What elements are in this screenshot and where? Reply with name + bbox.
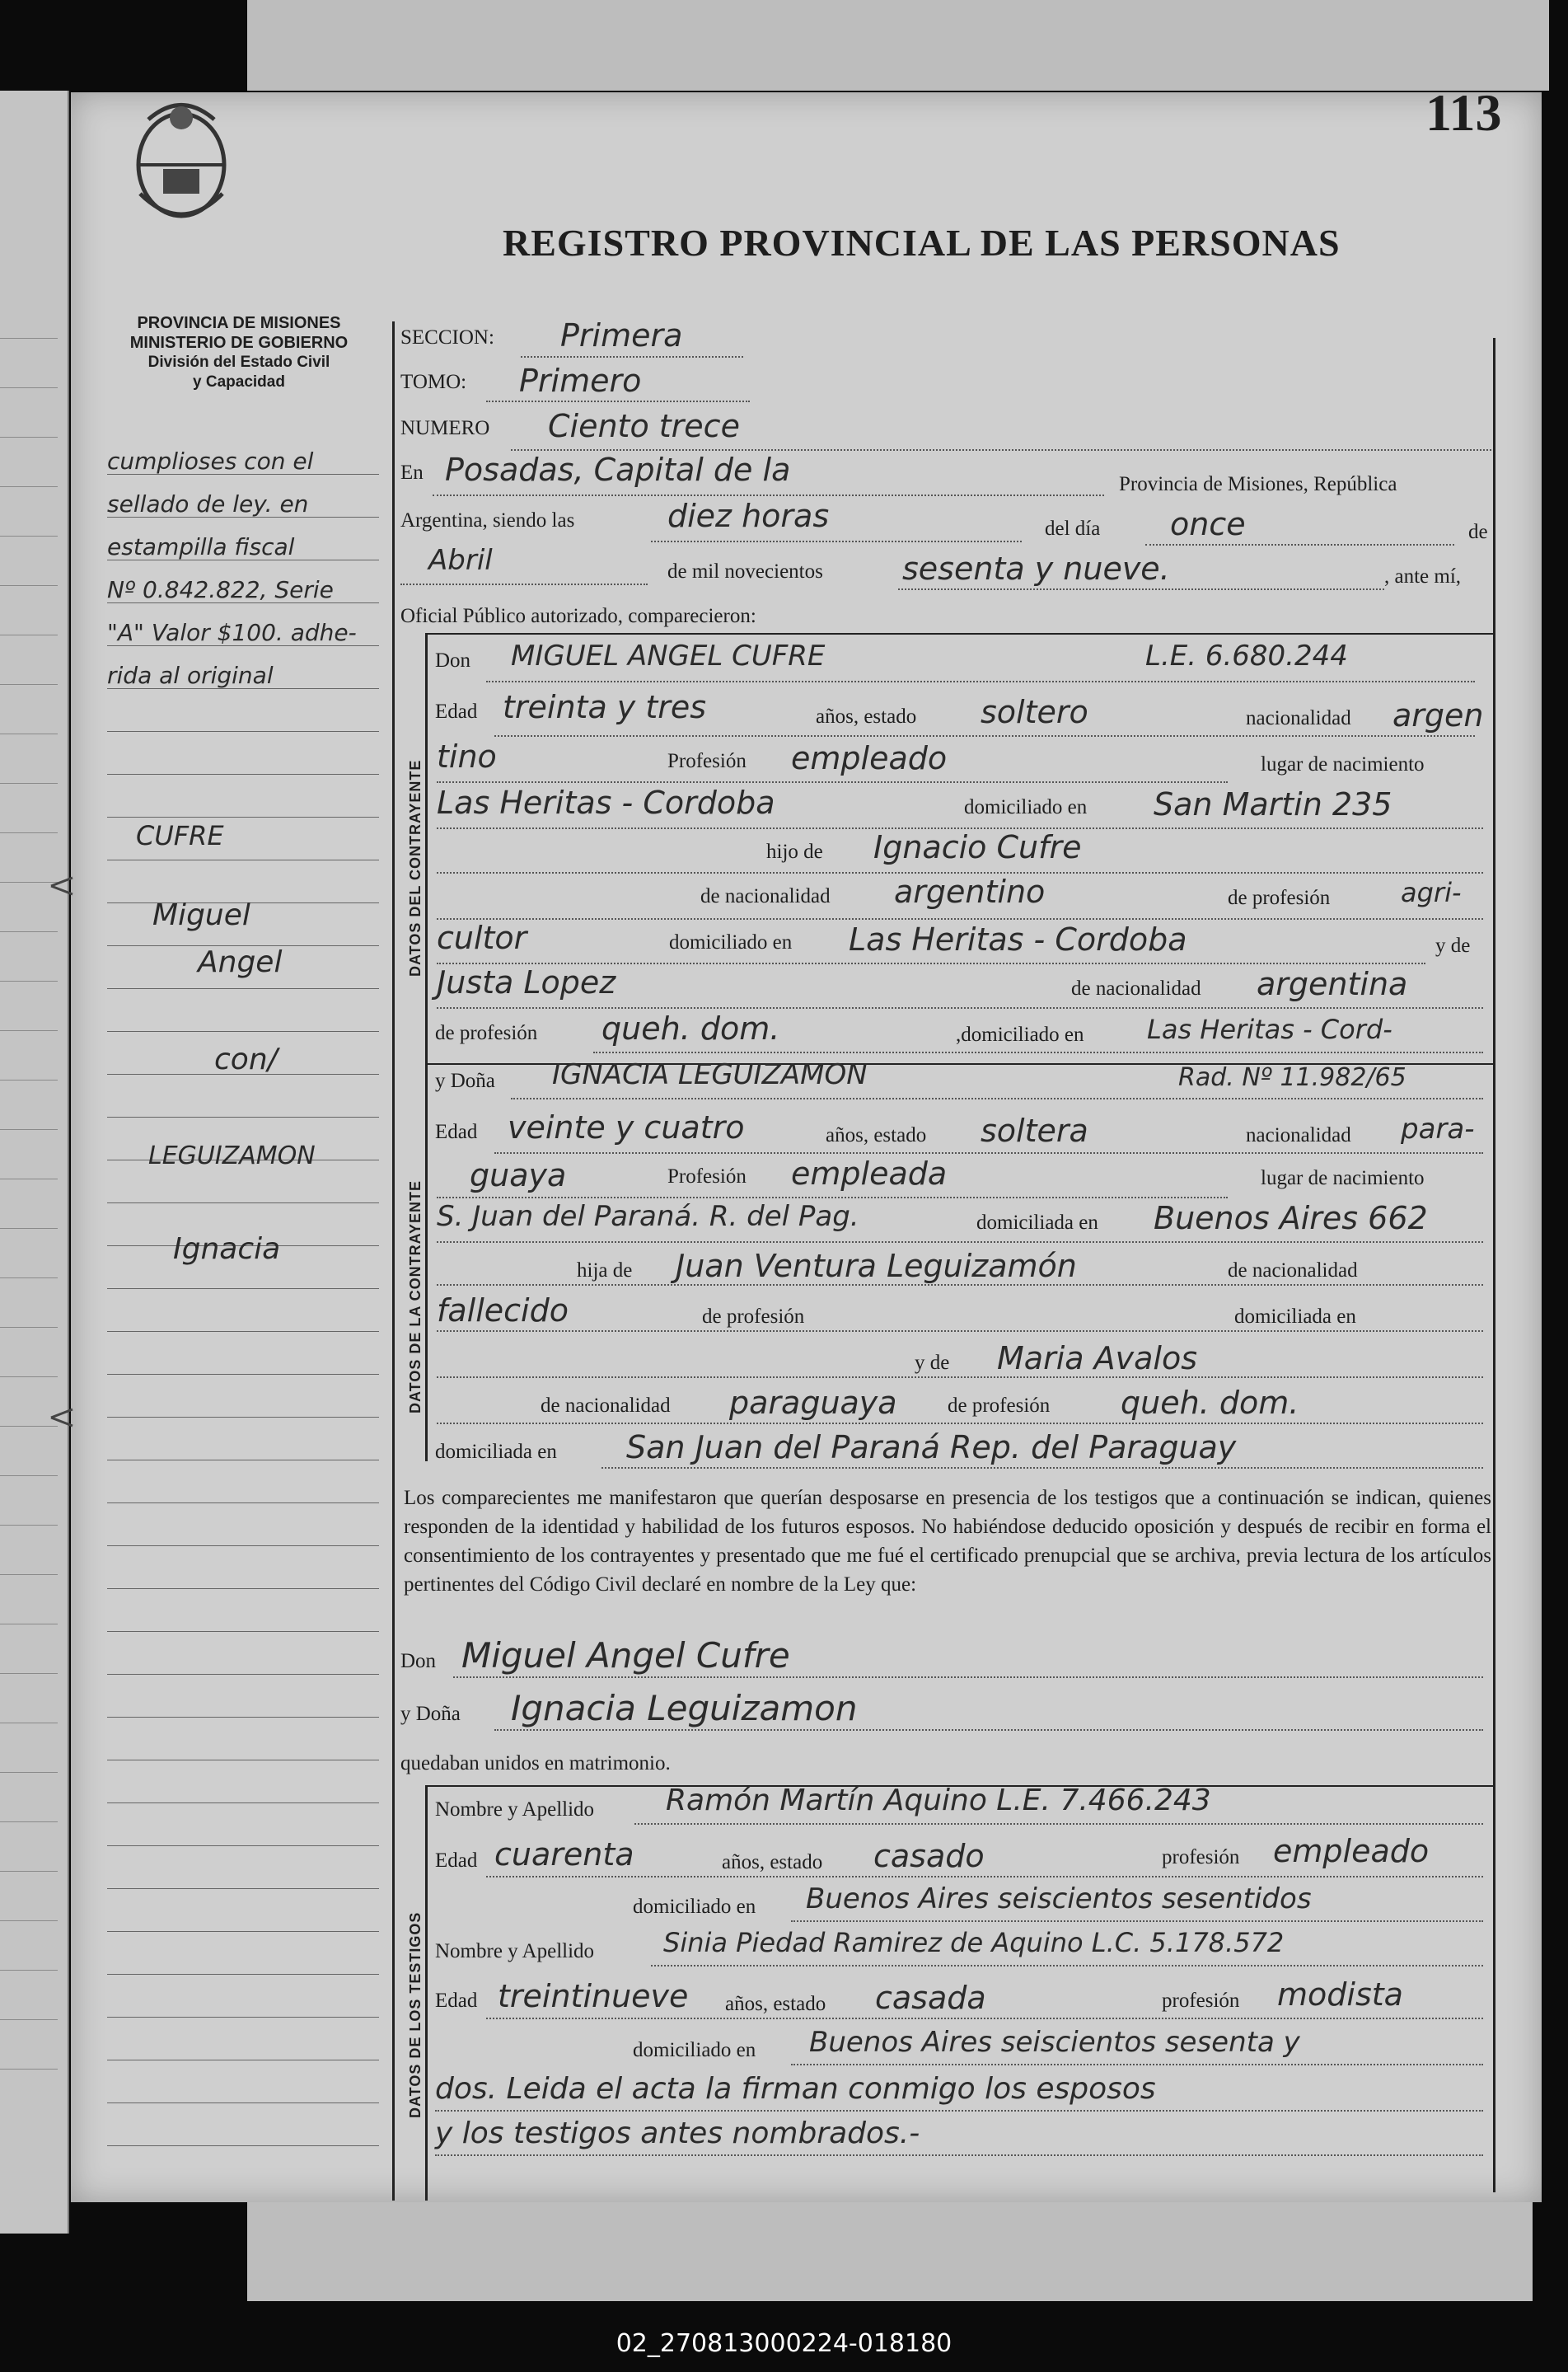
en-value: Posadas, Capital de la [445,452,791,488]
testigos-side-label: DATOS DE LOS TESTIGOS [407,1911,424,2118]
margin-note-line: sellado de ley. en [107,490,309,518]
edad-label: Edad [435,701,478,723]
dia-value: once [1170,506,1246,542]
t2-estado: casada [875,1980,986,2016]
header-line-3: División del Estado Civil [147,354,330,371]
oficial-text: Oficial Público autorizado, comparecieron: [400,605,756,627]
seccion-row [400,326,494,349]
fill-line [437,1197,1228,1198]
margin-surname-2: LEGUIZAMON [148,1141,316,1170]
fill-line [511,449,1491,451]
declaration-paragraph: Los comparecientes me manifestaron que querían desposarse en presencia de los testigos que a continuación se indican, quienes responden de la identidad y habilidad de los futuros esposos. No habiéndose deducido oposición y después de recibir en forma el consentimiento de los contrayentes y presentado que me fué el certificado prenupcial que se archiva, previa lectura de los artículos pertinentes del Código Civil declaré en nombre de la Ley que: [404,1487,1491,1596]
fill-line [437,1376,1483,1378]
margin-note-line: estampilla fiscal [107,533,295,560]
decl-don-label: Don [400,1650,437,1672]
t1-edad-label: Edad [435,1849,478,1872]
box-left-line [425,633,428,1461]
decl-dona-value: Ignacia Leguizamon [511,1688,858,1728]
fill-line [435,2110,1483,2112]
fill-line [400,584,648,585]
tomo-row [400,371,466,394]
t2-anios-label: años, estado [725,1993,826,2015]
fill-line [437,918,1483,920]
anio-value: sesenta y nueve. [902,551,1170,587]
y-de-label: y de [1435,935,1471,957]
box-left-line-2 [425,1785,428,2201]
contrayente-lugar: Las Heritas - Cordoba [437,785,775,821]
fill-line [791,1920,1483,1922]
de-label: de [1468,521,1488,543]
contrayenta-madre-dom: San Juan del Paraná Rep. del Paraguay [626,1429,1237,1465]
y-de-label-2: y de [915,1352,950,1374]
fill-line [494,1152,1483,1154]
margin-divider [392,321,395,2201]
contrayente-edad: treinta y tres [503,689,707,725]
t1-prof: empleado [1273,1833,1430,1869]
left-page-edge [0,91,69,2234]
nac-label: nacionalidad [1246,707,1351,729]
fill-line [453,1676,1483,1678]
tomo-label: TOMO: [400,371,467,393]
fill-line [437,1330,1483,1332]
t2-nombre-label: Nombre y Apellido [435,1940,595,1962]
contrayente-nac-b: tino [437,738,497,775]
fill-line [511,1098,1483,1099]
contrayenta-side-label: DATOS DE LA CONTRAYENTE [407,1179,424,1413]
lugar-label: lugar de nacimiento [1261,753,1425,776]
contrayente-estado: soltero [981,694,1088,730]
t1-dom: Buenos Aires seiscientos sesentidos [806,1882,1312,1915]
t2-name: Sinia Piedad Ramirez de Aquino L.C. 5.178.572 [663,1927,1285,1958]
dom-label: domiciliado en [964,796,1088,818]
background-sheet-top [247,0,1549,91]
madre-name: Justa Lopez [437,964,616,1001]
margin-given-name-2: Ignacia [173,1232,281,1266]
ante-label: , ante mí, [1384,565,1462,588]
prof-label: Profesión [667,750,747,772]
dom-label-2: domiciliada en [976,1212,1098,1234]
binding-stitch-icon [49,1405,74,1430]
contrayenta-padre: Juan Ventura Leguizamón [676,1248,1077,1284]
madre-prof-label: de profesión [435,1022,538,1044]
en-row [400,462,424,485]
contrayenta-madre-prof: queh. dom. [1121,1385,1299,1421]
padre-dom-label-2: domiciliada en [1234,1306,1356,1328]
tomo-value: Primero [519,363,642,399]
fill-line [437,1284,1483,1286]
fill-line [651,541,1022,542]
header-line-1: PROVINCIA DE MISIONES [137,314,341,332]
numero-row [400,417,489,440]
argentina-text: Argentina, siendo las [400,509,575,532]
binding-stitch-icon [49,874,74,898]
madre-prof: queh. dom. [601,1010,780,1047]
provincia-text: Provincia de Misiones, República [1119,473,1397,495]
madre-dom-label-2: domiciliada en [435,1441,557,1463]
mes-value: Abril [428,544,493,577]
fill-line [601,1467,1483,1469]
t2-continuation-2: y los testigos antes nombrados.- [435,2117,920,2150]
background-sheet-bottom [247,2202,1533,2301]
header-line-4: y Capacidad [193,373,285,391]
mil-label: de mil novecientos [667,560,823,583]
contrayente-domicilio: San Martin 235 [1154,786,1392,823]
page-title: REGISTRO PROVINCIAL DE LAS PERSONAS [503,222,1341,264]
contrayenta-edad: veinte y cuatro [508,1109,745,1146]
padre-estado: fallecido [437,1292,569,1329]
madre-nac-label-2: de nacionalidad [541,1395,671,1417]
page-number: 113 [1425,83,1502,142]
contrayente-nac-a: argen [1392,697,1484,734]
margin-conjunction: con/ [214,1043,278,1076]
anios-label-2: años, estado [826,1124,927,1146]
numero-label: NUMERO [400,417,490,439]
madre-prof-label-2: de profesión [948,1395,1051,1417]
del-dia-label: del día [1045,518,1101,540]
fill-line [435,2154,1483,2156]
decl-closing: quedaban unidos en matrimonio. [400,1752,671,1774]
prof-label-2: Profesión [667,1165,747,1188]
padre-dom: Las Heritas - Cordoba [849,921,1187,958]
margin-given-name-1b: Angel [198,945,283,979]
madre-dom-label: ,domiciliado en [956,1024,1084,1046]
padre-prof-a: agri- [1401,877,1462,908]
t1-prof-label: profesión [1162,1846,1240,1868]
t1-name: Ramón Martín Aquino L.E. 7.466.243 [666,1784,1211,1817]
margin-note-line: "A" Valor $100. adhe- [107,619,357,646]
fill-line [651,1965,1483,1967]
t1-anios-label: años, estado [722,1851,823,1873]
seccion-value: Primera [560,317,683,354]
t2-dom-label: domiciliado en [633,2039,756,2061]
coat-of-arms-icon [124,95,239,227]
de-prof-label-2: de profesión [702,1306,805,1328]
seccion-label: SECCION: [400,326,494,349]
margin-given-name-1a: Miguel [152,898,250,932]
don-label: Don [435,649,471,672]
de-prof-label: de profesión [1228,887,1331,909]
fill-line [1145,544,1454,546]
anios-label: años, estado [816,706,917,728]
margin-note-line: cumplioses con el [107,448,314,475]
edad-label-2: Edad [435,1121,478,1143]
right-border [1493,338,1495,2192]
margin-note-line: rida al original [107,662,274,689]
fill-line [486,681,1475,682]
fill-line [486,1876,1483,1877]
fill-line [433,495,1104,496]
contrayenta-nac-a: para- [1401,1113,1475,1146]
margin-surname-1: CUFRE [136,820,224,851]
t1-dom-label: domiciliado en [633,1896,756,1918]
contrayenta-estado: soltera [981,1113,1088,1149]
hijo-label: hijo de [766,841,823,863]
contrayenta-domicilio: Buenos Aires 662 [1154,1200,1428,1236]
fill-line [486,2018,1483,2019]
numero-value: Ciento trece [548,408,740,444]
hora-value: diez horas [667,498,830,534]
fill-line [494,1729,1483,1731]
t2-edad-label: Edad [435,1990,478,2012]
contrayenta-nac-b: guaya [470,1157,567,1193]
t2-dom: Buenos Aires seiscientos sesenta y [809,2026,1300,2059]
lugar-label-2: lugar de nacimiento [1261,1167,1425,1189]
issuer-header [91,313,387,392]
contrayente-doc: L.E. 6.680.244 [1145,640,1348,673]
fill-line [437,1423,1483,1424]
dona-label: y Doña [435,1070,495,1092]
image-identifier: 02_270813000224-018180 [615,2329,953,2358]
contrayente-side-label: DATOS DEL CONTRAYENTE [407,759,424,977]
margin-note-line: Nº 0.842.822, Serie [107,576,334,603]
fill-line [521,356,743,358]
de-nac-label: de nacionalidad [700,885,831,907]
padre-prof-b: cultor [437,920,527,956]
padre-nac: argentino [894,874,1046,910]
contrayenta-madre-nac: paraguaya [729,1385,897,1421]
t1-edad: cuarenta [494,1836,634,1873]
box-top-line [425,633,1493,635]
t2-prof-label: profesión [1162,1990,1240,2012]
t2-edad: treintinueve [498,1978,689,2014]
contrayenta-lugar: S. Juan del Paraná. R. del Pag. [437,1200,859,1233]
margin-notes [107,441,387,2180]
contrayente-name: MIGUEL ANGEL CUFRE [511,640,826,673]
padre-name: Ignacio Cufre [873,829,1082,865]
contrayenta-doc: Rad. Nº 11.982/65 [1178,1063,1407,1092]
padre-dom-label: domiciliado en [669,931,793,954]
hija-label: hija de [577,1259,633,1282]
nac-label-2: nacionalidad [1246,1124,1351,1146]
fill-line [494,735,1475,737]
fill-line [634,1823,1483,1825]
fill-line [437,1007,1483,1009]
contrayente-profesion: empleado [791,740,948,776]
fill-line [437,1241,1483,1243]
madre-nac: argentina [1257,966,1408,1002]
contrayenta-madre: Maria Avalos [997,1340,1197,1376]
decl-don-value: Miguel Angel Cufre [461,1635,790,1676]
en-label: En [400,462,424,484]
t1-estado: casado [873,1838,985,1874]
fill-line [593,1052,1483,1053]
decl-dona-label: y Doña [400,1703,461,1725]
t1-nombre-label: Nombre y Apellido [435,1798,595,1821]
contrayenta-profesion: empleada [791,1156,948,1192]
fill-line [486,401,750,402]
t2-continuation-1: dos. Leida el acta la firman conmigo los esposos [435,2072,1156,2106]
madre-nac-label: de nacionalidad [1071,977,1201,1000]
fill-line [898,588,1384,590]
fill-line [437,781,1228,783]
t2-prof: modista [1277,1976,1403,2013]
header-line-2: MINISTERIO DE GOBIERNO [129,334,349,352]
fill-line [791,2064,1483,2065]
contrayenta-name: IGNACIA LEGUIZAMON [552,1058,868,1091]
de-nac-label-2: de nacionalidad [1228,1259,1358,1282]
madre-dom: Las Heritas - Cord- [1147,1014,1392,1045]
